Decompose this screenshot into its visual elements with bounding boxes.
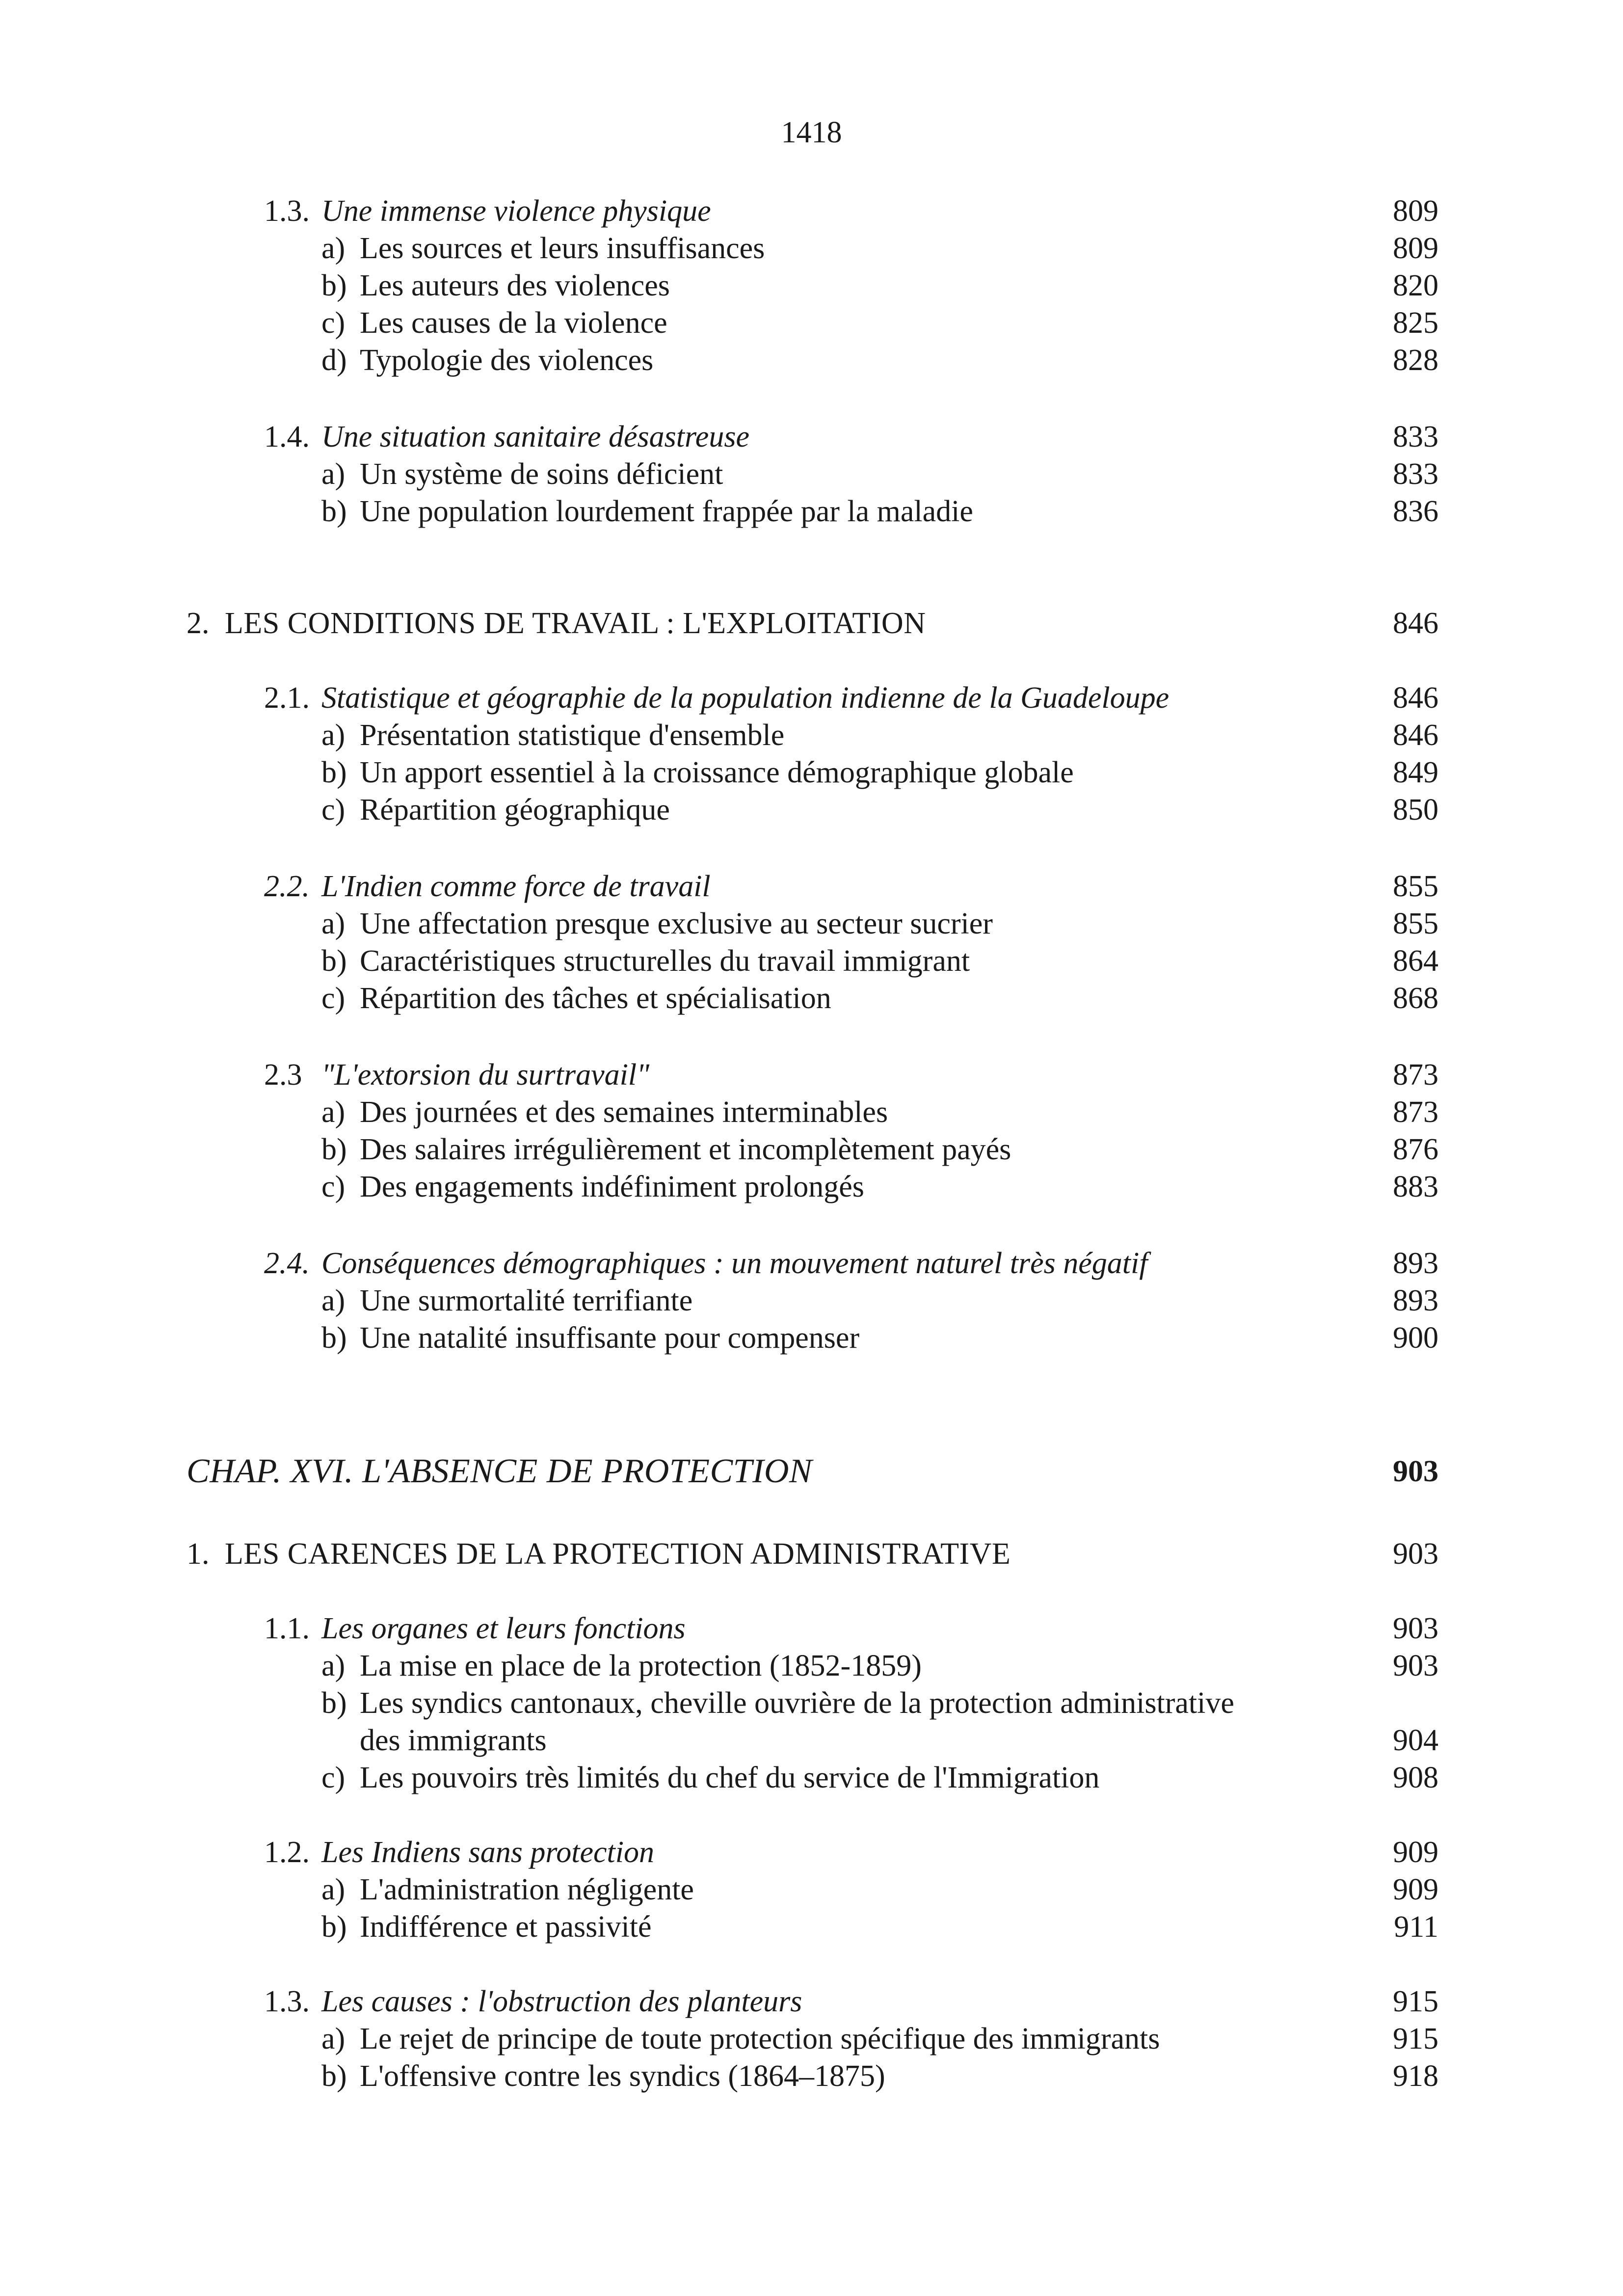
entry-number: 1.1. — [264, 1612, 310, 1645]
entry-number: 2.4. — [264, 1247, 310, 1280]
entry-title: Les causes de la violence — [360, 306, 667, 340]
entry-page-number: 883 — [1393, 1170, 1438, 1203]
entry-number: a) — [321, 2022, 346, 2056]
entry-page-number: 850 — [1393, 793, 1438, 827]
entry-title: Les organes et leurs fonctions — [321, 1612, 686, 1645]
toc-entry-item — [0, 1684, 1623, 1722]
entry-number: a) — [321, 907, 346, 940]
toc-entry-item — [0, 1647, 1623, 1684]
entry-number: 1.3. — [264, 194, 310, 228]
entry-page-number: 909 — [1393, 1873, 1438, 1906]
toc-entry-item — [0, 905, 1623, 942]
entry-title: Un système de soins déficient — [360, 457, 723, 491]
toc-entry-item — [0, 942, 1623, 980]
entry-title: des immigrants — [360, 1724, 547, 1757]
entry-title: Typologie des violences — [360, 344, 654, 377]
entry-title: Indifférence et passivité — [360, 1910, 652, 1944]
toc-entry-item — [0, 1871, 1623, 1908]
toc-entry-item — [0, 230, 1623, 267]
toc-entry-item — [0, 754, 1623, 791]
entry-title: Les Indiens sans protection — [321, 1836, 654, 1869]
entry-title: CHAP. XVI. L'ABSENCE DE PROTECTION — [186, 1452, 813, 1490]
entry-page-number: 828 — [1393, 344, 1438, 377]
entry-page-number: 825 — [1393, 306, 1438, 340]
entry-number: c) — [321, 1170, 346, 1203]
entry-page-number: 918 — [1393, 2059, 1438, 2093]
entry-title: Un apport essentiel à la croissance démographique globale — [360, 756, 1074, 789]
toc-entry-sub — [0, 192, 1623, 230]
entry-page-number: 893 — [1393, 1284, 1438, 1317]
entry-number: a) — [321, 1095, 346, 1129]
toc-entry-sub — [0, 1610, 1623, 1647]
entry-title: L'Indien comme force de travail — [321, 870, 711, 903]
entry-number: d) — [321, 344, 347, 377]
toc-entry-sub — [0, 418, 1623, 455]
entry-title: Les sources et leurs insuffisances — [360, 232, 765, 265]
entry-page-number: 846 — [1393, 681, 1438, 715]
toc-entry-section — [0, 605, 1623, 642]
toc-entry-item — [0, 493, 1623, 530]
entry-title: L'offensive contre les syndics (1864–1875) — [360, 2059, 885, 2093]
toc-entry-item — [0, 1094, 1623, 1131]
toc-entry-item — [0, 2057, 1623, 2095]
entry-title: Le rejet de principe de toute protection spécifique des immigrants — [360, 2022, 1160, 2056]
toc-entry-sub — [0, 679, 1623, 717]
entry-number: b) — [321, 269, 347, 302]
toc-entry-item — [0, 1168, 1623, 1205]
entry-title: Une immense violence physique — [321, 194, 711, 228]
entry-title: Conséquences démographiques : un mouvement naturel très négatif — [321, 1247, 1148, 1280]
entry-page-number: 911 — [1394, 1910, 1438, 1944]
entry-title: Une natalité insuffisante pour compenser — [360, 1321, 860, 1355]
entry-number: c) — [321, 306, 346, 340]
entry-title: Une situation sanitaire désastreuse — [321, 420, 749, 454]
entry-title: La mise en place de la protection (1852-1859) — [360, 1649, 922, 1682]
entry-title: Répartition géographique — [360, 793, 670, 827]
entry-page-number: 893 — [1393, 1247, 1438, 1280]
entry-title: LES CARENCES DE LA PROTECTION ADMINISTRATIVE — [225, 1537, 1011, 1571]
entry-page-number: 855 — [1393, 870, 1438, 903]
toc-entry-item — [0, 2020, 1623, 2057]
entry-title: Les syndics cantonaux, cheville ouvrière de la protection administrative — [360, 1686, 1234, 1720]
toc-entry-cont — [0, 1722, 1623, 1759]
entry-title: Une surmortalité terrifiante — [360, 1284, 693, 1317]
entry-number: 2. — [186, 607, 210, 640]
entry-title: LES CONDITIONS DE TRAVAIL : L'EXPLOITATION — [225, 607, 926, 640]
entry-page-number: 904 — [1393, 1724, 1438, 1757]
entry-page-number: 903 — [1393, 1612, 1438, 1645]
toc-entry-sub — [0, 1056, 1623, 1094]
entry-number: b) — [321, 1133, 347, 1166]
entry-number: 2.2. — [264, 870, 310, 903]
entry-number: c) — [321, 982, 346, 1015]
entry-title: Répartition des tâches et spécialisation — [360, 982, 831, 1015]
entry-page-number: 868 — [1393, 982, 1438, 1015]
toc-entry-item — [0, 717, 1623, 754]
entry-page-number: 915 — [1393, 1985, 1438, 2018]
entry-page-number: 833 — [1393, 457, 1438, 491]
entry-page-number: 900 — [1393, 1321, 1438, 1355]
entry-number: b) — [321, 1321, 347, 1355]
entry-number: a) — [321, 1284, 346, 1317]
toc-entry-item — [0, 267, 1623, 304]
entry-number: b) — [321, 495, 347, 528]
entry-page-number: 836 — [1393, 495, 1438, 528]
entry-number: a) — [321, 1873, 346, 1906]
entry-title: L'administration négligente — [360, 1873, 694, 1906]
toc-entry-sub — [0, 868, 1623, 905]
entry-title: Présentation statistique d'ensemble — [360, 719, 785, 752]
entry-page-number: 876 — [1393, 1133, 1438, 1166]
toc-entry-item — [0, 1759, 1623, 1796]
entry-title: Les causes : l'obstruction des planteurs — [321, 1985, 802, 2018]
entry-title: Statistique et géographie de la population indienne de la Guadeloupe — [321, 681, 1170, 715]
entry-page-number: 849 — [1393, 756, 1438, 789]
entry-page-number: 909 — [1393, 1836, 1438, 1869]
page-number: 1418 — [781, 116, 842, 149]
entry-title: Des salaires irrégulièrement et incomplètement payés — [360, 1133, 1011, 1166]
entry-number: b) — [321, 2059, 347, 2093]
entry-number: a) — [321, 457, 346, 491]
entry-page-number: 915 — [1393, 2022, 1438, 2056]
toc-entry-item — [0, 342, 1623, 379]
entry-title: Les auteurs des violences — [360, 269, 670, 302]
entry-page-number: 903 — [1393, 1537, 1438, 1571]
entry-number: a) — [321, 232, 346, 265]
toc-entry-item — [0, 304, 1623, 342]
toc-entry-sub — [0, 1245, 1623, 1282]
entry-number: 1. — [186, 1537, 210, 1571]
entry-page-number: 833 — [1393, 420, 1438, 454]
toc-entry-item — [0, 1908, 1623, 1946]
entry-title: Des engagements indéfiniment prolongés — [360, 1170, 864, 1203]
entry-number: b) — [321, 1910, 347, 1944]
entry-number: b) — [321, 944, 347, 978]
entry-number: 1.4. — [264, 420, 310, 454]
entry-page-number: 846 — [1393, 719, 1438, 752]
entry-title: Caractéristiques structurelles du travail immigrant — [360, 944, 970, 978]
entry-page-number: 809 — [1393, 194, 1438, 228]
entry-page-number: 908 — [1393, 1761, 1438, 1794]
entry-number: b) — [321, 756, 347, 789]
entry-page-number: 846 — [1393, 607, 1438, 640]
entry-page-number: 903 — [1393, 1455, 1438, 1488]
entry-page-number: 820 — [1393, 269, 1438, 302]
entry-number: c) — [321, 793, 346, 827]
entry-number: c) — [321, 1761, 346, 1794]
entry-number: 1.2. — [264, 1836, 310, 1869]
entry-title: "L'extorsion du surtravail" — [321, 1058, 650, 1092]
entry-page-number: 855 — [1393, 907, 1438, 940]
entry-title: Une affectation presque exclusive au secteur sucrier — [360, 907, 993, 940]
entry-page-number: 809 — [1393, 232, 1438, 265]
entry-number: 2.1. — [264, 681, 310, 715]
toc-entry-item — [0, 980, 1623, 1017]
toc-entry-item — [0, 1319, 1623, 1357]
toc-entry-item — [0, 1131, 1623, 1168]
entry-number: 1.3. — [264, 1985, 310, 2018]
entry-number: 2.3 — [264, 1058, 302, 1092]
toc-entry-item — [0, 791, 1623, 828]
toc-entry-sub — [0, 1834, 1623, 1871]
toc-entry-sub — [0, 1983, 1623, 2020]
toc-entry-section — [0, 1535, 1623, 1573]
entry-number: a) — [321, 1649, 346, 1682]
entry-page-number: 864 — [1393, 944, 1438, 978]
toc-entry-item — [0, 455, 1623, 493]
entry-page-number: 903 — [1393, 1649, 1438, 1682]
entry-title: Une population lourdement frappée par la maladie — [360, 495, 973, 528]
entry-number: b) — [321, 1686, 347, 1720]
entry-title: Les pouvoirs très limités du chef du service de l'Immigration — [360, 1761, 1100, 1794]
toc-entry-chapter — [0, 1453, 1623, 1490]
entry-page-number: 873 — [1393, 1095, 1438, 1129]
toc-entry-item — [0, 1282, 1623, 1319]
entry-number: a) — [321, 719, 346, 752]
entry-page-number: 873 — [1393, 1058, 1438, 1092]
entry-title: Des journées et des semaines interminables — [360, 1095, 888, 1129]
